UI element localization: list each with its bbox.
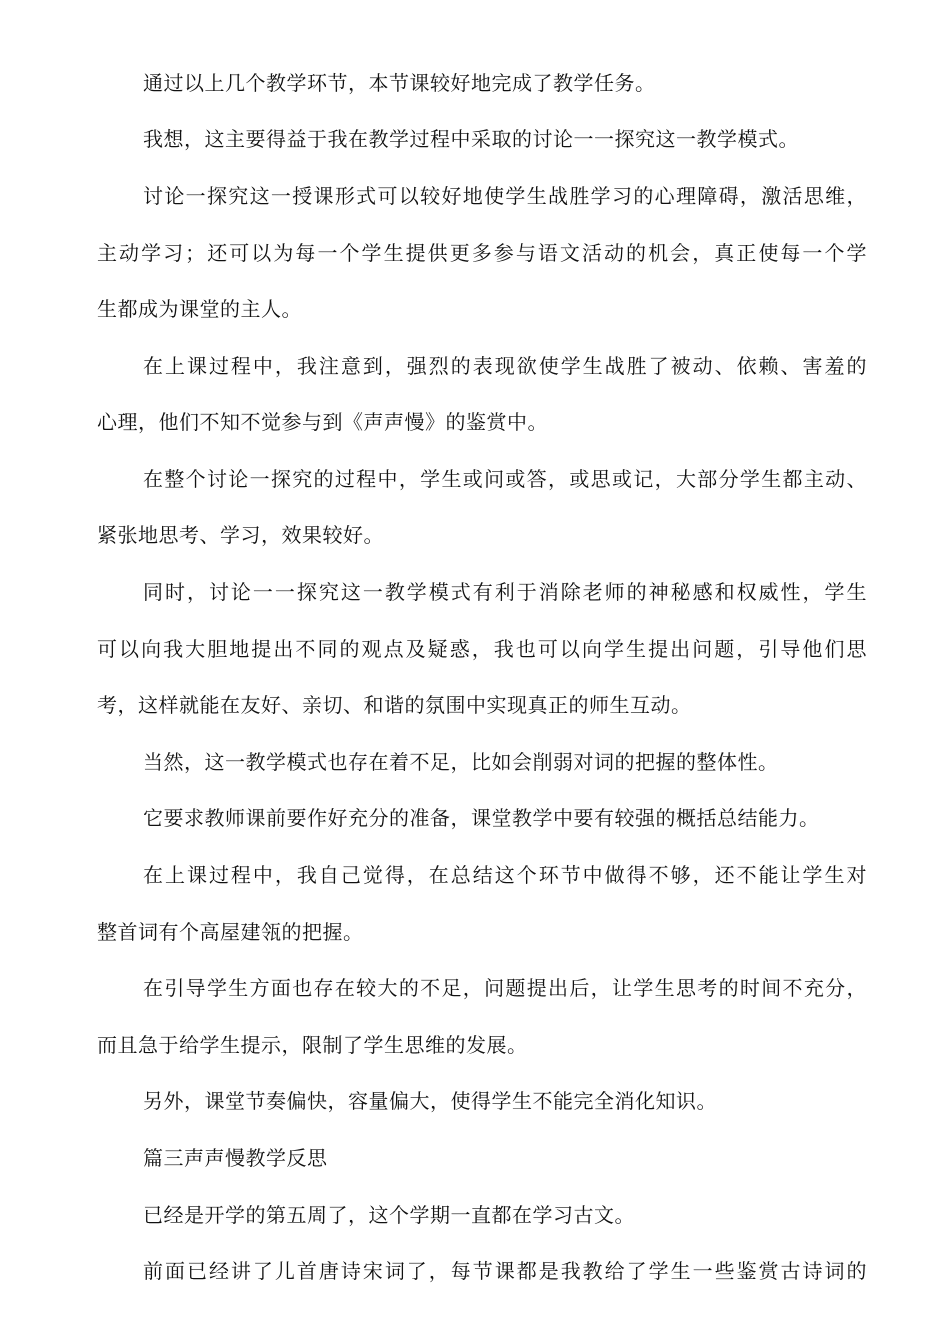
text-line: 主动学习；还可以为每一个学生提供更多参与语文活动的机会，真正使每一个学 (97, 241, 867, 265)
text-line: 在引导学生方面也存在较大的不足，问题提出后，让学生思考的时间不充分， (143, 976, 867, 1000)
text-line: 它要求教师课前要作好充分的准备，课堂教学中要有较强的概括总结能力。 (143, 806, 820, 830)
text-line: 讨论一探究这一授课形式可以较好地使学生战胜学习的心理障碍，激活思维， (143, 184, 867, 208)
text-line: 整首词有个高屋建瓴的把握。 (97, 920, 364, 944)
text-line: 另外，课堂节奏偏快，容量偏大，使得学生不能完全消化知识。 (143, 1089, 717, 1113)
text-line: 生都成为课堂的主人。 (97, 297, 302, 321)
text-line: 我想，这主要得益于我在教学过程中采取的讨论一一探究这一教学模式。 (143, 127, 799, 151)
text-line: 心理，他们不知不觉参与到《声声慢》的鉴赏中。 (97, 410, 548, 434)
text-line: 考，这样就能在友好、亲切、和谐的氛围中实现真正的师生互动。 (97, 693, 692, 717)
text-line: 当然，这一教学模式也存在着不足，比如会削弱对词的把握的整体性。 (143, 750, 779, 774)
text-line: 在上课过程中，我注意到，强烈的表现欲使学生战胜了被动、依赖、害羞的 (143, 354, 867, 378)
text-line: 而且急于给学生提示，限制了学生思维的发展。 (97, 1033, 528, 1057)
text-line: 通过以上几个教学环节，本节课较好地完成了教学任务。 (143, 71, 656, 95)
text-line: 紧张地思考、学习，效果较好。 (97, 523, 384, 547)
text-line: 在上课过程中，我自己觉得，在总结这个环节中做得不够，还不能让学生对 (143, 863, 867, 887)
section-heading: 篇三声声慢教学反思 (143, 1146, 328, 1170)
text-line: 可以向我大胆地提出不同的观点及疑惑，我也可以向学生提出问题，引导他们思 (97, 637, 867, 661)
text-line: 已经是开学的第五周了，这个学期一直都在学习古文。 (143, 1203, 635, 1227)
text-line: 前面已经讲了儿首唐诗宋词了，每节课都是我教给了学生一些鉴赏古诗词的 (143, 1259, 867, 1283)
text-line: 在整个讨论一探究的过程中，学生或问或答，或思或记，大部分学生都主动、 (143, 467, 867, 491)
text-line: 同时，讨论一一探究这一教学模式有利于消除老师的神秘感和权威性，学生 (143, 580, 867, 604)
